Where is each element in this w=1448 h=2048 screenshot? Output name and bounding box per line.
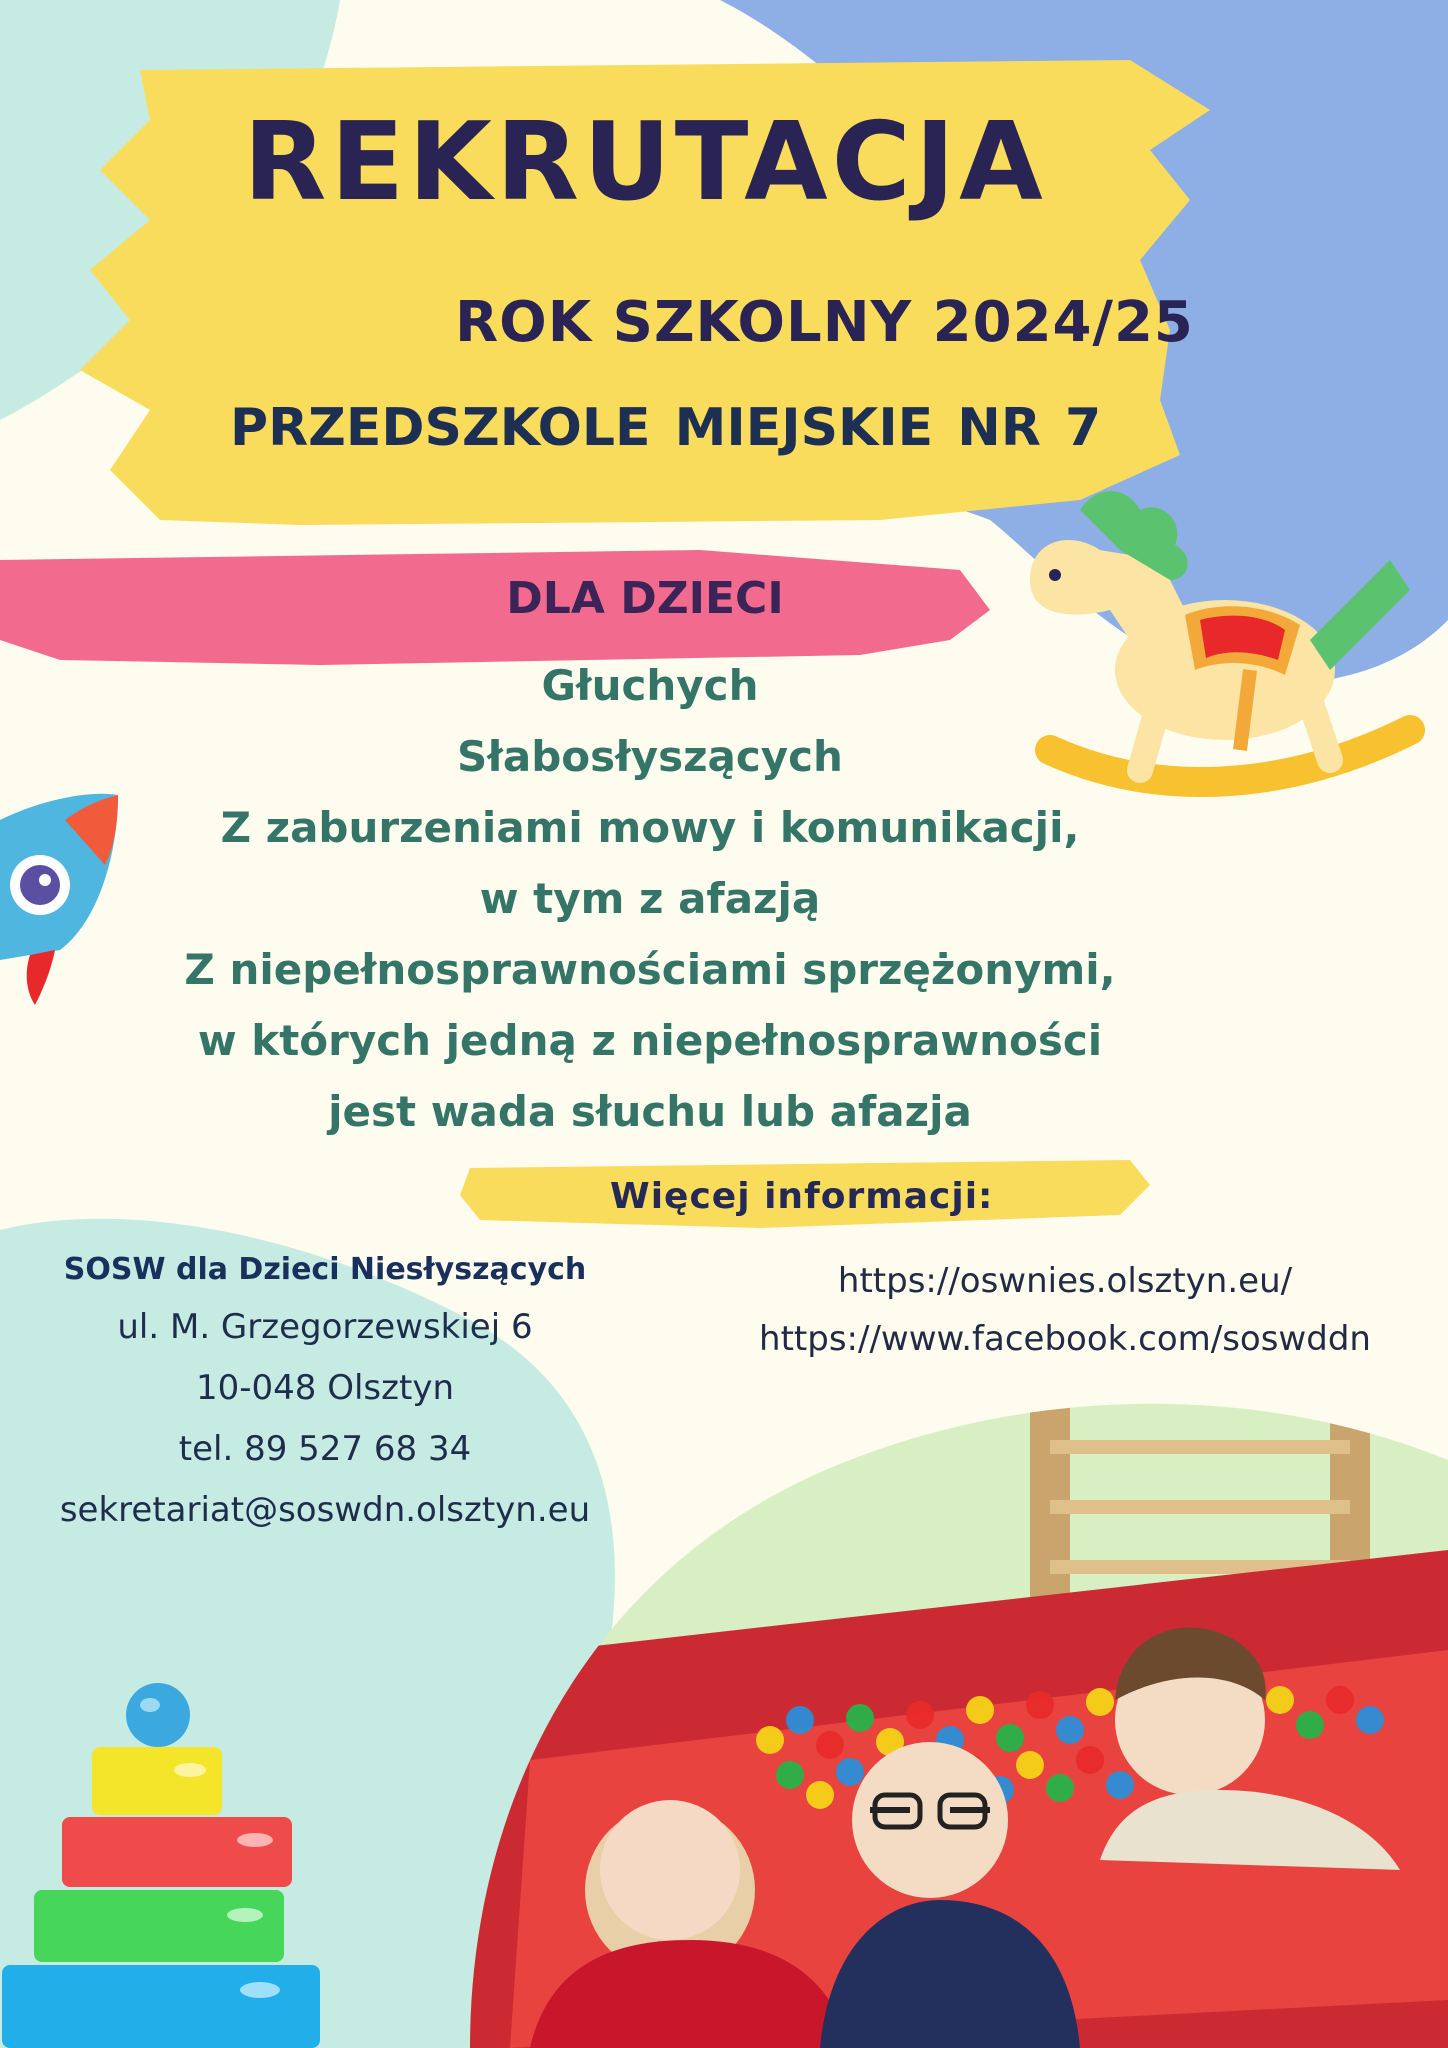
links-block — [700, 1252, 1430, 1368]
postal-city: 10-048 Olsztyn — [195, 1368, 454, 1408]
email-address[interactable]: sekretariat@soswdn.olsztyn.eu — [59, 1490, 591, 1530]
phone-number: tel. 89 527 68 34 — [178, 1429, 472, 1469]
audience-group-item: w tym z afazją — [479, 874, 821, 923]
audience-group-item: jest wada słuchu lub afazja — [328, 1087, 972, 1136]
more-info-label: Więcej informacji: — [610, 1176, 994, 1217]
contact-block — [20, 1252, 630, 1541]
recruitment-title: REKRUTACJA — [243, 100, 1047, 225]
audience-group-item: Z niepełnosprawnościami sprzężonymi, — [184, 945, 1116, 994]
facebook-link[interactable]: https://www.facebook.com/soswddn — [759, 1319, 1371, 1359]
audience-heading: DLA DZIECI — [506, 573, 784, 624]
audience-group-item: Głuchych — [541, 661, 759, 710]
website-link[interactable]: https://oswnies.olsztyn.eu/ — [837, 1261, 1293, 1301]
audience-group-item: Słabosłyszących — [457, 732, 843, 781]
organization-name: SOSW dla Dzieci Niesłyszących — [63, 1252, 587, 1287]
stacking-toy-illustration — [0, 1675, 330, 2048]
audience-group-item: Z zaburzeniami mowy i komunikacji, — [220, 803, 1080, 852]
audience-groups-list — [100, 650, 1200, 1147]
street-address: ul. M. Grzegorzewskiej 6 — [117, 1307, 533, 1347]
school-name: PRZEDSZKOLE MIEJSKIE NR 7 — [230, 398, 1102, 458]
school-year: ROK SZKOLNY 2024/25 — [455, 290, 1194, 355]
audience-group-item: w których jedną z niepełnosprawności — [197, 1016, 1103, 1065]
